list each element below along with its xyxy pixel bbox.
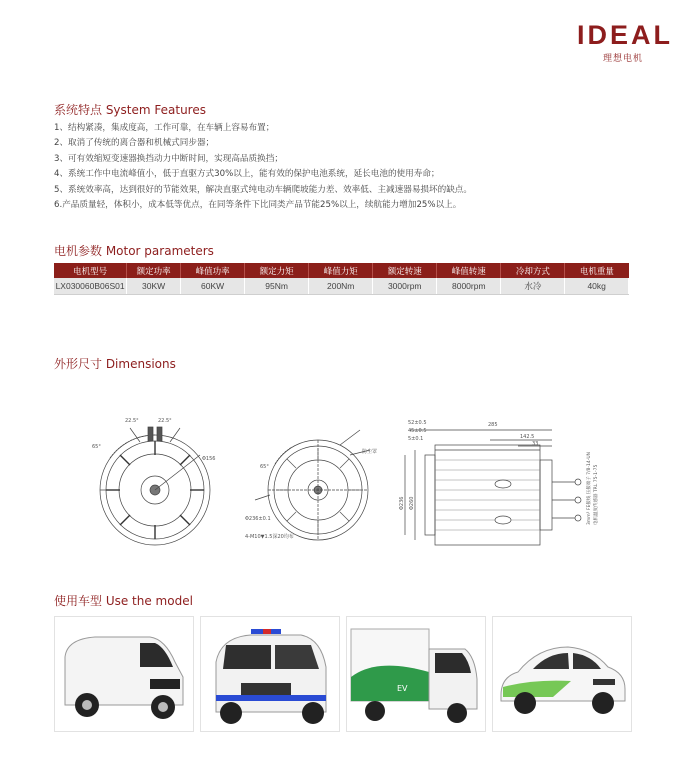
feature-item: 2、取消了传统的离合器和机械式同步器；: [54, 138, 215, 149]
feature-item: 4、系统工作中电流峰值小，低于直驱方式30%以上，能有效的保护电池系统，延长电池的使用寿命；: [54, 169, 440, 180]
dimension-label: 285: [488, 422, 498, 428]
table-header: 冷却方式: [501, 263, 565, 278]
rear-view-labels: [245, 448, 377, 540]
dimension-label: 45±0.5: [408, 428, 427, 434]
table-header: 额定转速: [373, 263, 437, 278]
models-title: 使用车型 Use the model: [54, 594, 193, 608]
features-list: [54, 121, 654, 213]
parameters-table: [54, 263, 629, 295]
side-note: 电机温度传感器 TRL 75-1-75: [594, 464, 599, 525]
table-header: 电机型号: [54, 263, 127, 278]
table-header: 额定功率: [127, 263, 181, 278]
motor-side-view: [405, 430, 581, 545]
vehicle-image-white-van: [54, 616, 194, 732]
angle-label: 22.5°: [158, 418, 172, 424]
feature-item: 5、系统效率高，达到很好的节能效果，解决直驱式纯电动车辆爬坡能力差、效率低、主减速器易损坏的缺点。: [54, 184, 472, 195]
direction-label: 防尘罩: [362, 449, 378, 455]
dimension-label: 33: [532, 441, 539, 447]
vehicle-gallery: [54, 616, 632, 730]
dimensions-title: 外形尺寸 Dimensions: [54, 357, 176, 371]
table-header: 峰值转速: [437, 263, 501, 278]
table-cell: 3000rpm: [373, 278, 437, 295]
table-cell: 200Nm: [309, 278, 373, 295]
brand-name: IDEAL: [577, 20, 673, 50]
table-cell: 水冷: [501, 278, 565, 295]
table-cell: 40kg: [565, 278, 629, 295]
ev-badge: EV: [397, 684, 408, 693]
brand-logo: [577, 20, 673, 64]
motor-rear-view: [255, 430, 370, 540]
table-header-row: [54, 263, 629, 278]
feature-item: 1、结构紧凑，集成度高，工作可靠，在车辆上容易布置；: [54, 123, 275, 133]
parameters-title: 电机参数 Motor parameters: [54, 244, 214, 258]
features-title: 系统特点 System Features: [54, 103, 206, 117]
table-header: 峰值力矩: [309, 263, 373, 278]
table-cell: 95Nm: [245, 278, 309, 295]
table-header: 峰值功率: [181, 263, 245, 278]
table-header: 电机重量: [565, 263, 629, 278]
angle-label: 22.5°: [125, 418, 139, 424]
diameter-label: Φ260: [409, 496, 415, 510]
feature-item: 3、可有效缩短变速器换挡动力中断时间，实现高品质换挡；: [54, 153, 283, 164]
diameter-label: Φ236±0.1: [245, 516, 271, 522]
side-view-labels: [399, 420, 599, 525]
dimension-label: 52±0.5: [408, 420, 427, 426]
dimension-label: 142.5: [520, 434, 535, 440]
side-note: 3mm² FE接线 压接端子 7/8-14-UN: [587, 451, 592, 525]
dimension-drawings: [70, 400, 615, 560]
diameter-label: Φ156: [202, 456, 216, 462]
table-cell: 8000rpm: [437, 278, 501, 295]
diameter-label: Φ236: [399, 496, 405, 510]
brand-subtitle: 理想电机: [602, 54, 643, 64]
vehicle-image-police-van: [200, 616, 340, 732]
table-cell: 60KW: [181, 278, 245, 295]
holes-label: 4-M10▼1.5深20均布: [245, 534, 294, 540]
feature-item: 6.产品质量轻，体积小，成本低等优点，在同等条件下比同类产品节能25%以上，续航能力增加25%以上。: [54, 200, 462, 211]
vehicle-image-electric-truck: [346, 616, 486, 732]
angle-label: 65°: [92, 444, 101, 450]
table-cell: LX030060B06S01: [54, 278, 127, 295]
motor-front-view: [100, 427, 210, 545]
table-row: [54, 278, 629, 295]
angle-label: 65°: [260, 464, 269, 470]
dimension-label: 5±0.1: [408, 436, 424, 442]
table-header: 额定力矩: [245, 263, 309, 278]
table-cell: 30KW: [127, 278, 181, 295]
vehicle-image-electric-hatchback: [492, 616, 632, 732]
front-view-labels: [92, 418, 215, 462]
